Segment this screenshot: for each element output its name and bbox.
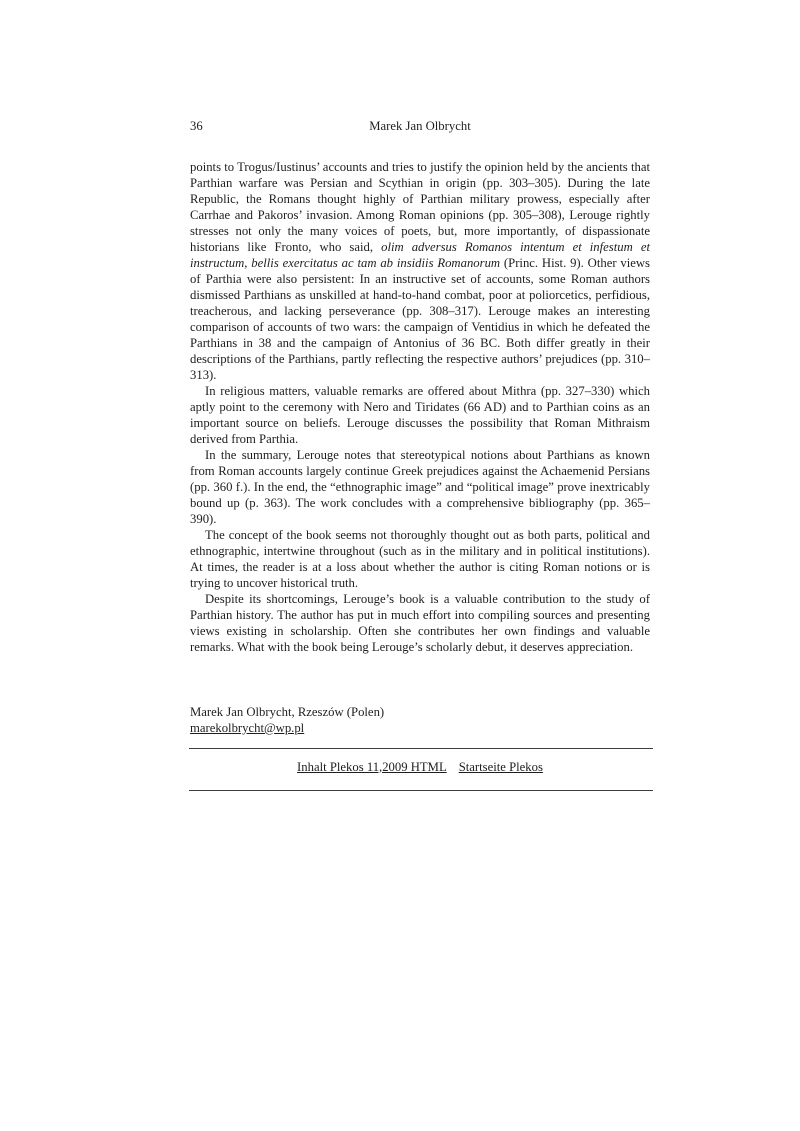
paragraph — [190, 447, 650, 527]
signature-block — [190, 704, 384, 736]
running-title: Marek Jan Olbrycht — [369, 119, 471, 133]
text-segment: (Princ. Hist. 9). Other views of Parthia were also persistent: In an instructive set of accounts, some Roman authors dismissed Parthians as unskilled at hand-to-hand combat, poor at poliorcetics, perfidious, treacherous, and lacking perseverance (pp. 308–317). Lerouge makes an interesting comparison of accounts of two wars: the campaign of Ventidius in which he defeated the Parthians in 38 and the campaign of Antonius of 36 BC. Both differ greatly in their descriptions of the Parthians, partly reflecting the respective authors’ prejudices (pp. 310–313). — [190, 256, 650, 382]
paragraph — [190, 527, 650, 591]
body-text — [190, 159, 650, 655]
paragraph — [190, 383, 650, 447]
author-line: Marek Jan Olbrycht, Rzeszów (Polen) — [190, 705, 385, 719]
page-number: 36 — [190, 119, 203, 133]
text-segment: points to Trogus/Iustinus’ accounts and tries to justify the opinion held by the ancients that Parthian warfare was Persian and Scythian in origin (pp. 303–305). During the late Republic, the Romans thought highly of Parthian military prowess, especially after Carrhae and Pakoros’ invasion. Among Roman opinions (pp. 305–308), Lerouge rightly stresses not only the many voices of poets, but, more importantly, of dispassionate historians like Fronto, who said, — [190, 160, 650, 254]
divider-bottom — [189, 790, 653, 791]
footer-link[interactable]: Startseite Plekos — [458, 760, 543, 774]
text-segment: In the summary, Lerouge notes that stereotypical notions about Parthians as known from Roman accounts largely continue Greek prejudices against the Achaemenid Persians (pp. 360 f.). In the end, the “ethnographic image” and “political image” prove inextricably bound up (p. 363). The work concludes with a comprehensive bibliography (pp. 365–390). — [190, 448, 650, 526]
footer-link[interactable]: Inhalt Plekos 11,2009 HTML — [297, 760, 447, 774]
paragraph — [190, 591, 650, 655]
text-segment: In religious matters, valuable remarks are offered about Mithra (pp. 327–330) which aptly point to the ceremony with Nero and Tiridates (66 AD) and to Parthian coins as an important source on beliefs. Lerouge discusses the possibility that Roman Mithraism derived from Parthia. — [190, 384, 650, 446]
divider-top — [189, 748, 653, 749]
email-link[interactable]: marekolbrycht@wp.pl — [190, 721, 305, 735]
text-segment: Despite its shortcomings, Lerouge’s book is a valuable contribution to the study of Parthian history. The author has put in much effort into compiling sources and presenting views existing in scholarship. Often she contributes her own findings and valuable remarks. What with the book being Lerouge’s scholarly debut, it deserves appreciation. — [190, 592, 650, 654]
text-segment: The concept of the book seems not thoroughly thought out as both parts, political and ethnographic, intertwine throughout (such as in the military and in political institutions). At times, the reader is at a loss about whether the author is citing Roman notions or is trying to uncover historical truth. — [190, 528, 650, 590]
paragraph — [190, 159, 650, 383]
footer-links — [190, 759, 650, 775]
latin-quote: olim adversus Romanos intentum et infestum et instructum, bellis exercitatus ac tam ab insidiis Romanorum — [190, 240, 650, 270]
page-header — [190, 118, 650, 134]
